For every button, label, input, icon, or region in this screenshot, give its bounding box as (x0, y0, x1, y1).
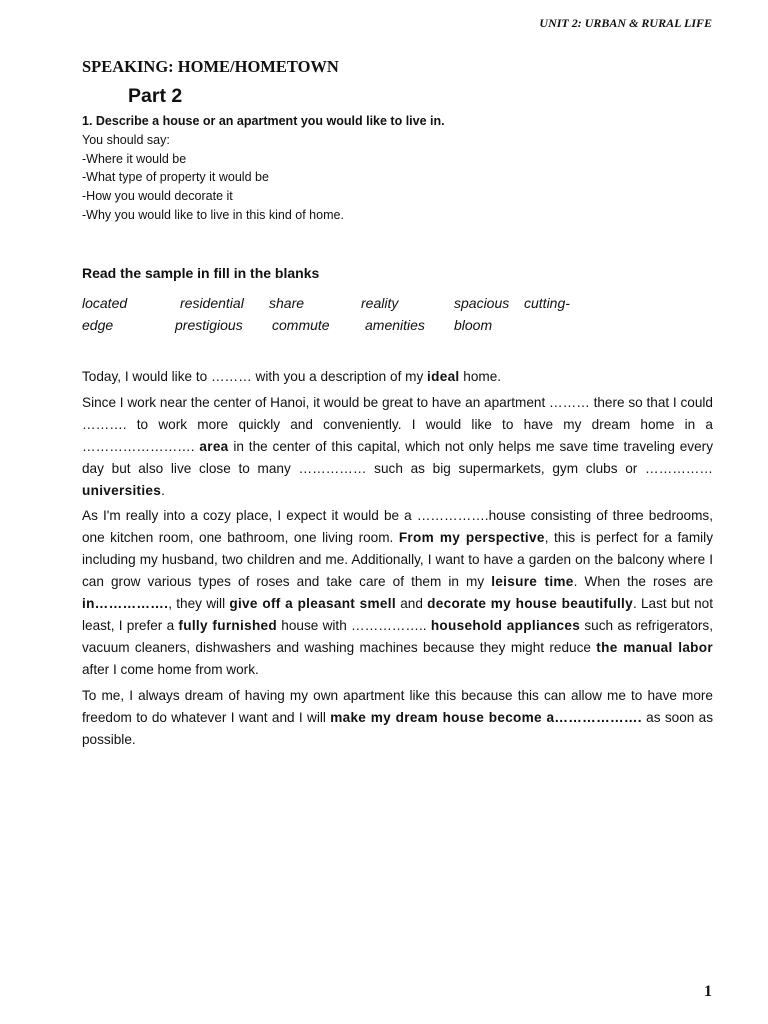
word-bank-item: residential (180, 295, 244, 311)
unit-header: UNIT 2: URBAN & RURAL LIFE (539, 16, 712, 30)
exercise-heading: Read the sample in fill in the blanks (82, 265, 320, 281)
paragraph-2: Since I work near the center of Hanoi, it would be great to have an apartment ……… there so that I could ………. to work more quickly and conveniently. I would like to have my dream home in a ……………………. area in the center of this capital, which not only helps me save time traveling every day but also live close to many …………… such as big supermarkets, gym clubs or …………… universities. (82, 394, 713, 498)
question-line: -What type of property it would be (82, 170, 269, 185)
question-prompt: 1. Describe a house or an apartment you would like to live in. (82, 114, 445, 128)
word-bank-item: bloom (454, 317, 493, 333)
sample-passage (82, 366, 713, 754)
page-title: SPEAKING: HOME/HOMETOWN (82, 57, 339, 76)
word-bank-item: prestigious (175, 317, 243, 333)
word-bank-item: commute (272, 317, 330, 333)
paragraph-3: As I'm really into a cozy place, I expect it would be a …………….house consisting of three bedrooms, one kitchen room, one bathroom, one living room. From my perspective, this is perfect for a family including my husband, two children and me. Additionally, I want to have a garden on the balcony where I can grow various types of roses and take care of them in my leisure time. When the roses are in……………., they will give off a pleasant smell and decorate my house beautifully. Last but not least, I prefer a fully furnished house with …………….. household appliances such as refrigerators, vacuum cleaners, dishwashers and washing machines because they might reduce the manual labor after I come home from work. (82, 508, 714, 677)
word-bank-item: share (269, 295, 305, 311)
word-bank-item: reality (361, 295, 399, 311)
question-line: -Why you would like to live in this kind of home. (82, 207, 344, 222)
word-bank-item: spacious (454, 295, 510, 311)
word-bank-item: located (82, 295, 128, 311)
part-heading: Part 2 (128, 85, 183, 107)
question-line: You should say: (82, 132, 170, 147)
question-line: -How you would decorate it (82, 189, 233, 204)
word-bank-item: amenities (365, 317, 425, 333)
paragraph-4: To me, I always dream of having my own apartment like this because this can allow me to have more freedom to do whatever I want and I will make my dream house become a………………. as soon as possible. (82, 687, 713, 747)
page-number: 1 (704, 983, 712, 1000)
paragraph-1: Today, I would like to ……… with you a description of my ideal home. (82, 369, 502, 384)
word-bank-item: edge (82, 317, 114, 333)
question-block (82, 112, 445, 225)
word-bank-item: cutting- (524, 295, 570, 311)
question-line: -Where it would be (82, 151, 187, 166)
